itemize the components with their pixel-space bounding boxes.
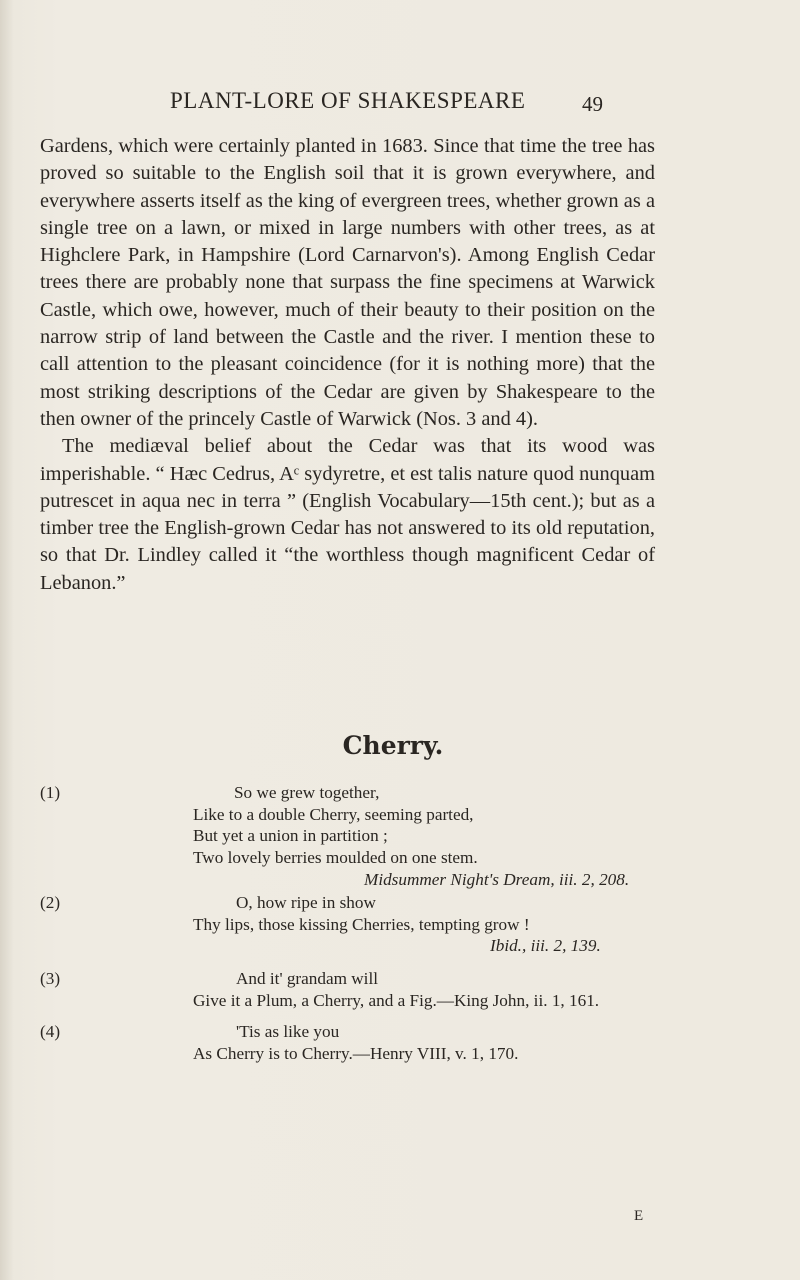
quotation-line: O, how ripe in show: [236, 893, 376, 912]
running-head: PLANT-LORE OF SHAKESPEARE: [170, 88, 526, 113]
quotation-number: (4): [40, 1022, 61, 1041]
quotation-3: [40, 968, 680, 1021]
quotation-line: So we grew together,: [234, 783, 380, 802]
quotations-list: [40, 782, 680, 1071]
quotation-number: (2): [40, 893, 61, 912]
quotation-line: Like to a double Cherry, seeming parted,: [193, 804, 474, 824]
quotation-line: As Cherry is to Cherry.—Henry VIII, v. 1, 170.: [193, 1043, 519, 1063]
quotation-4: [40, 1021, 680, 1071]
quotation-line: 'Tis as like you: [236, 1022, 340, 1041]
quotation-number: (3): [40, 969, 61, 988]
section-title: Cherry.: [342, 731, 444, 760]
quotation-line: But yet a union in partition ;: [193, 826, 388, 846]
page-number: 49: [582, 92, 603, 116]
paragraph-1: Gardens, which were certainly planted in 1683. Since that time the tree has proved so suitable to the English soil that it is grown everywhere, and everywhere asserts itself as the king of evergreen trees, whether grown as a single tree on a lawn, or mixed in large numbers with other trees, as at Highclere Park, in Hampshire (Lord Carnarvon's). Among English Cedar trees there are probably none that surpass the fine specimens at Warwick Castle, which owe, however, much of their beauty to their position on the narrow strip of land between the Castle and the river. I mention these to call attention to the pleasant coincidence (for it is nothing more) that the most striking descriptions of the Cedar are given by Shakespeare to the then owner of the princely Castle of Warwick (Nos. 3 and 4).: [40, 135, 655, 430]
page-header: [0, 88, 800, 118]
quotation-line: Thy lips, those kissing Cherries, tempting grow !: [193, 914, 530, 934]
body-text: [40, 133, 655, 597]
quotation-source: Ibid., iii. 2, 139.: [490, 936, 601, 956]
signature-mark: E: [634, 1208, 644, 1224]
quotation-line: Give it a Plum, a Cherry, and a Fig.—King John, ii. 1, 161.: [193, 990, 600, 1010]
quotation-source: Midsummer Night's Dream, iii. 2, 208.: [364, 869, 630, 889]
quotation-2: [40, 892, 680, 968]
quotation-number: (1): [40, 783, 61, 802]
quotation-line: And it' grandam will: [236, 969, 379, 988]
quotation-line: Two lovely berries moulded on one stem.: [193, 848, 478, 868]
quotation-1: [40, 782, 680, 892]
paragraph-2: The mediæval belief about the Cedar was that its wood was imperishable. “ Hæc Cedrus, Aᶜ sydyretre, et est talis nature quod nunquam putrescet in aqua nec in terra ” (English Vocabulary—15th cent.); but as a timber tree the English-grown Cedar has not answered to its old reputation, so that Dr. Lindley called it “the worthless though magnificent Cedar of Lebanon.”: [40, 435, 655, 594]
